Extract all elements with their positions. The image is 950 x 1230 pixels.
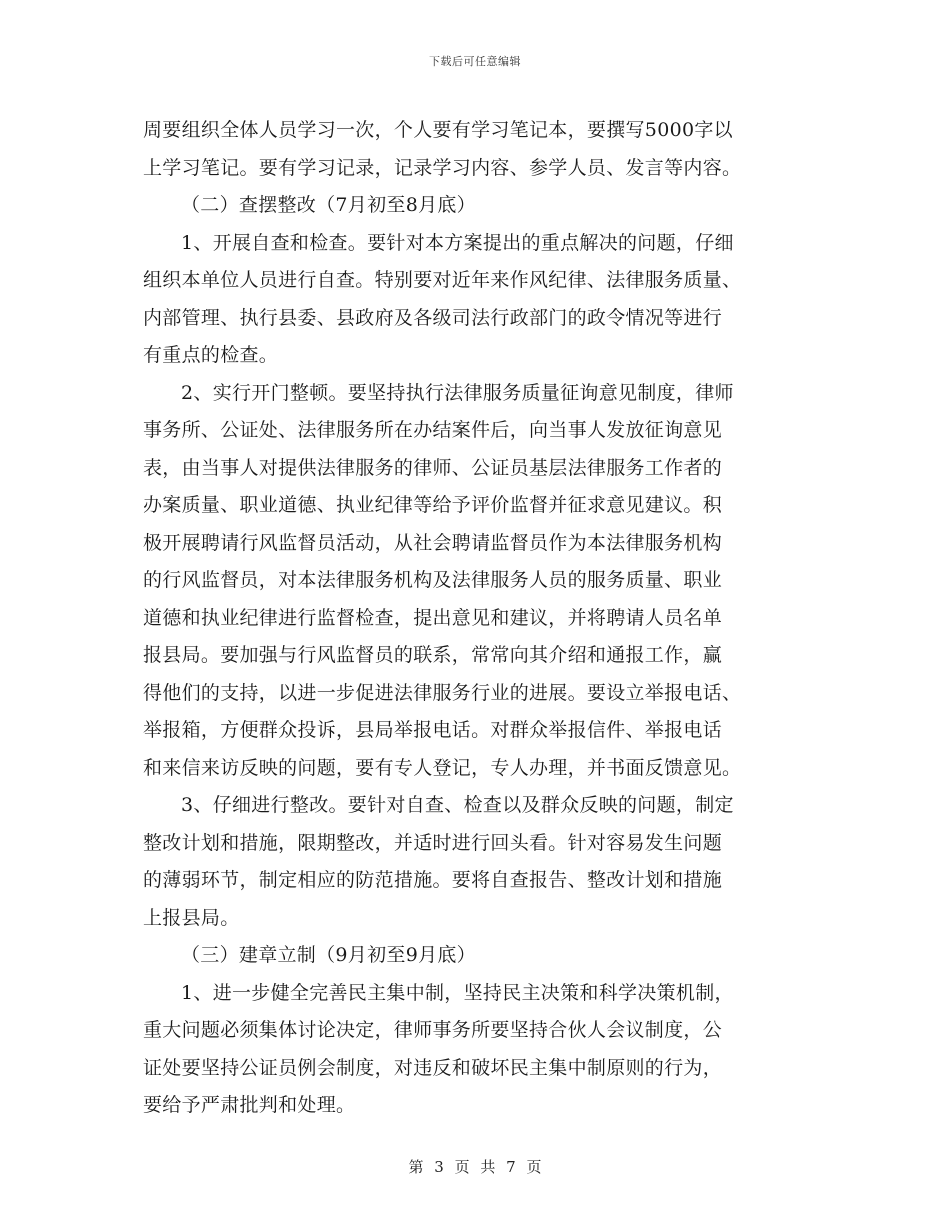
text-line: 的行风监督员，对本法律服务机构及法律服务人员的服务质量、职业 <box>143 569 723 591</box>
text-line: 上报县局。 <box>143 906 240 929</box>
text-line: 组织本单位人员进行自查。特别要对近年来作风纪律、法律服务质量、 <box>143 269 742 291</box>
text-line: 周要组织全体人员学习一次，个人要有学习笔记本，要撰写5000字以 <box>143 119 733 141</box>
page-footer: 第 3 页 共 7 页 <box>408 1158 542 1176</box>
text-line: 表，由当事人对提供法律服务的律师、公证员基层法律服务工作者的 <box>143 456 723 479</box>
text-line: 上学习笔记。要有学习记录，记录学习内容、参学人员、发言等内容。 <box>143 156 742 179</box>
text-line: 3、仔细进行整改。要针对自查、检查以及群众反映的问题，制定 <box>181 794 734 816</box>
text-line: 和来信来访反映的问题，要有专人登记，专人办理，并书面反馈意见。 <box>143 756 742 779</box>
text-line: 2、实行开门整顿。要坚持执行法律服务质量征询意见制度，律师 <box>181 381 734 404</box>
text-line: 整改计划和措施，限期整改，并适时进行回头看。针对容易发生问题 <box>143 831 723 854</box>
text-line: 道德和执业纪律进行监督检查，提出意见和建议，并将聘请人员名单 <box>143 606 723 629</box>
text-line: 重大问题必须集体讨论决定，律师事务所要坚持合伙人会议制度，公 <box>143 1019 723 1041</box>
text-line: 要给予严肃批判和处理。 <box>143 1094 356 1116</box>
text-line: 1、进一步健全完善民主集中制，坚持民主决策和科学决策机制， <box>181 981 734 1004</box>
text-line: 内部管理、执行县委、县政府及各级司法行政部门的政令情况等进行 <box>143 306 723 329</box>
text-line: 事务所、公证处、法律服务所在办结案件后，向当事人发放征询意见 <box>143 419 723 441</box>
text-line: （二）查摆整改（7月初至8月底） <box>181 194 476 216</box>
text-line: （三）建章立制（9月初至9月底） <box>181 944 476 966</box>
text-line: 办案质量、职业道德、执业纪律等给予评价监督并征求意见建议。积 <box>143 494 723 516</box>
document-body <box>143 112 811 1125</box>
text-line: 有重点的检查。 <box>143 344 279 366</box>
text-line: 举报箱，方便群众投诉，县局举报电话。对群众举报信件、举报电话 <box>143 719 723 741</box>
text-line: 证处要坚持公证员例会制度，对违反和破坏民主集中制原则的行为， <box>143 1056 723 1079</box>
text-line: 报县局。要加强与行风监督员的联系，常常向其介绍和通报工作，赢 <box>143 644 723 666</box>
text-line: 1、开展自查和检查。要针对本方案提出的重点解决的问题，仔细 <box>181 231 734 254</box>
page-header: 下载后可任意编辑 <box>429 55 521 68</box>
text-line: 极开展聘请行风监督员活动，从社会聘请监督员作为本法律服务机构 <box>143 531 723 554</box>
text-line: 的薄弱环节，制定相应的防范措施。要将自查报告、整改计划和措施 <box>143 869 723 891</box>
text-line: 得他们的支持，以进一步促进法律服务行业的进展。要设立举报电话、 <box>143 681 742 704</box>
